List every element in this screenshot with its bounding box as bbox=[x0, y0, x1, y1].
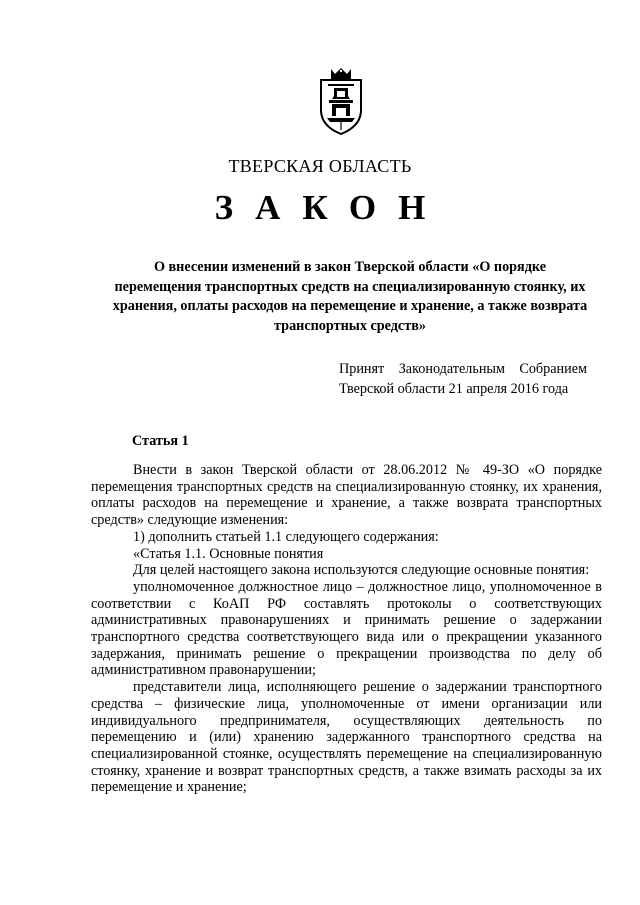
article-body bbox=[91, 462, 602, 796]
article-paragraph: представители лица, исполняющего решение о задержании транспортного средства – физические лица, уполномоченные от имени организации или индивидуального предпринимателя, осуществляющих деятельность по перемещению и (или) хранению задержанного транспортного средства на специализированной стоянке, осуществлять перемещение на специализированную стоянку, хранение и возврат транспортных средств, а также взимать расходы за их перемещение и хранение; bbox=[91, 679, 602, 796]
law-title: О внесении изменений в закон Тверской области «О порядке перемещения транспортных средств на специализированную стоянку, их хранения, оплаты расходов на перемещение и хранение, а также возврата транспортных средств» bbox=[112, 259, 588, 334]
article-paragraph: уполномоченное должностное лицо – должностное лицо, уполномоченное в соответствии с КоАП РФ составлять протоколы о соответствующих административных правонарушениях и принимать решение о задержании транспортного средства соответствующего вида или о прекращении указанного задержания, принимать решение о прекращении производства по делу об административном правонарушении; bbox=[91, 578, 602, 679]
article-paragraph: «Статья 1.1. Основные понятия bbox=[133, 545, 324, 562]
region-name: ТВЕРСКАЯ ОБЛАСТЬ bbox=[228, 156, 412, 176]
article-paragraph: Для целей настоящего закона используются следующие основные понятия: bbox=[133, 562, 590, 579]
adoption-line-1: Принят Законодательным Собранием bbox=[339, 361, 587, 377]
article-paragraph: 1) дополнить статьей 1.1 следующего содержания: bbox=[133, 528, 439, 545]
adoption-note bbox=[339, 360, 587, 399]
coat-of-arms-icon bbox=[318, 66, 364, 136]
adoption-line-2: Тверской области 21 апреля 2016 года bbox=[339, 380, 569, 397]
article-heading: Статья 1 bbox=[132, 433, 189, 449]
document-type: ЗАКОН bbox=[214, 188, 448, 227]
article-paragraph: Внести в закон Тверской области от 28.06.2012 № 49-ЗО «О порядке перемещения транспортных средств на специализированную стоянку, их хранения, оплаты расходов на перемещение и хранение, а также возврата транспортных средств» следующие изменения: bbox=[91, 462, 602, 529]
